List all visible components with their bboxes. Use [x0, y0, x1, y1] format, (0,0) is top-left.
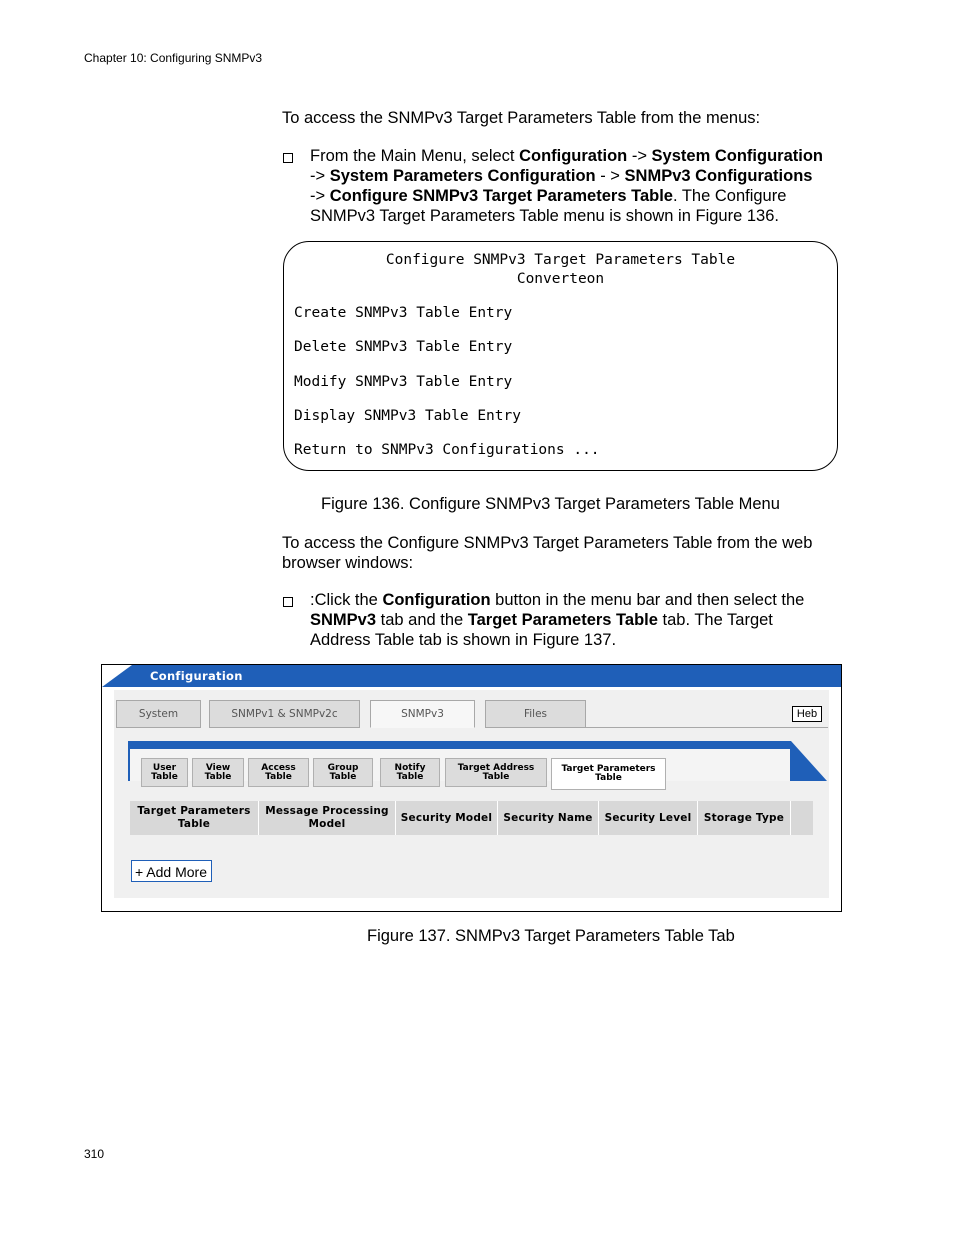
column-target-parameters-table[interactable]: Target Parameters Table: [130, 801, 259, 835]
column-security-level[interactable]: Security Level: [599, 801, 698, 835]
add-more-button[interactable]: + Add More: [131, 860, 212, 882]
menu-item-return[interactable]: Return to SNMPv3 Configurations ...: [294, 442, 600, 458]
intro-paragraph-menus: To access the SNMPv3 Target Parameters Table from the menus:: [282, 109, 761, 127]
configuration-title: Configuration: [150, 669, 243, 683]
subtab-view-table[interactable]: View Table: [192, 758, 244, 787]
table-header-row: [130, 801, 813, 835]
web-configuration-screenshot: [101, 664, 842, 912]
running-header: Chapter 10: Configuring SNMPv3: [84, 51, 263, 65]
menu-item-display[interactable]: Display SNMPv3 Table Entry: [294, 408, 521, 424]
bullet-icon: [283, 153, 293, 163]
column-message-processing-model[interactable]: Message Processing Model: [259, 801, 396, 835]
intro-paragraph-web: To access the Configure SNMPv3 Target Parameters Table from the web browser windows:: [282, 534, 813, 572]
subtab-group-table[interactable]: Group Table: [313, 758, 373, 787]
subtab-user-table[interactable]: User Table: [141, 758, 188, 787]
bullet-icon: [283, 597, 293, 607]
terminal-subtitle: Converteon: [516, 271, 605, 287]
configuration-title-bar: [102, 665, 841, 687]
tab-snmpv1-snmpv2c[interactable]: SNMPv1 & SNMPv2c: [209, 700, 360, 728]
subtab-target-address-table[interactable]: Target Address Table: [445, 758, 547, 787]
menu-item-modify[interactable]: Modify SNMPv3 Table Entry: [294, 374, 513, 390]
tab-snmpv3[interactable]: SNMPv3: [370, 700, 475, 728]
terminal-menu-box: [283, 241, 838, 471]
column-storage-type[interactable]: Storage Type: [698, 801, 791, 835]
bullet-web: :Click the Configuration button in the menu bar and then select the SNMPv3 tab and the Target Parameters Table tab. The Target Address Table tab is shown in Figure 137.: [310, 591, 805, 649]
bullet-menus: From the Main Menu, select Configuration -> System Configuration -> System Parameters Configuration - > SNMPv3 Configurations -> Configure SNMPv3 Target Parameters Table. The Configure SNMPv3 Target Parameters Table menu is shown in Figure 136.: [310, 147, 823, 225]
figure-136-caption: Figure 136. Configure SNMPv3 Target Parameters Table Menu: [321, 495, 780, 513]
figure-137-caption: Figure 137. SNMPv3 Target Parameters Table Tab: [367, 927, 735, 945]
menu-item-create[interactable]: Create SNMPv3 Table Entry: [294, 305, 513, 321]
subtab-target-parameters-table[interactable]: Target Parameters Table: [551, 758, 666, 790]
subtab-access-table[interactable]: Access Table: [248, 758, 309, 787]
terminal-title: Configure SNMPv3 Target Parameters Table: [385, 252, 736, 268]
tab-files[interactable]: Files: [485, 700, 586, 728]
menu-item-delete[interactable]: Delete SNMPv3 Table Entry: [294, 339, 513, 355]
subtab-notify-table[interactable]: Notify Table: [380, 758, 440, 787]
tab-system[interactable]: System: [116, 700, 201, 728]
help-button[interactable]: Heb: [792, 706, 822, 722]
column-security-model[interactable]: Security Model: [396, 801, 498, 835]
page-number: 310: [84, 1147, 105, 1161]
column-security-name[interactable]: Security Name: [498, 801, 599, 835]
